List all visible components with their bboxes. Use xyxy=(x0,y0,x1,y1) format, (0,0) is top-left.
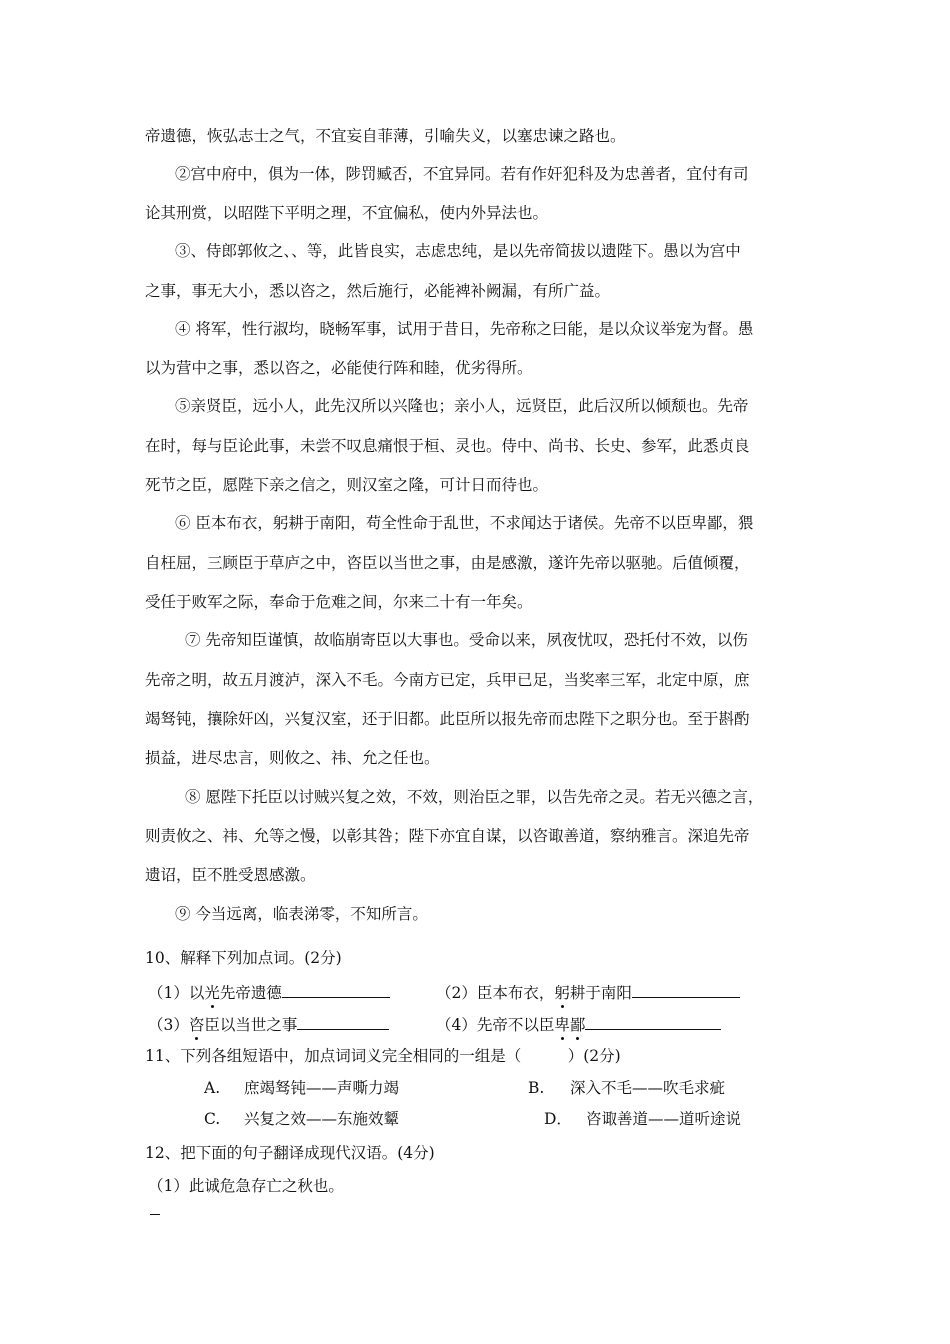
passage-line: 受任于败军之际，奉命于危难之间，尔来二十有一年矣。 xyxy=(145,593,533,611)
passage-line: ⑧ 愿陛下托臣以讨贼兴复之效，不效，则治臣之罪，以告先帝之灵。若无兴德之言， xyxy=(185,788,764,806)
passage-line: 在时，每与臣论此事，未尝不叹息痛恨于桓、灵也。侍中、尚书、长史、参军，此悉贞良 xyxy=(145,437,750,455)
answer-blank[interactable] xyxy=(297,1013,389,1030)
q10-item-2: （2）臣本布衣，躬耕于南阳 xyxy=(436,981,740,1003)
dotted-word: 鄙 xyxy=(569,1016,586,1034)
q10-item-4: （4）先帝不以臣卑鄙 xyxy=(436,1013,721,1035)
passage-line: ⑨ 今当远离，临表涕零，不知所言。 xyxy=(175,905,428,923)
passage-line: 以为营中之事，悉以咨之，必能使行阵和睦，优劣得所。 xyxy=(145,359,533,377)
dotted-word: 咨 xyxy=(188,1016,205,1034)
answer-blank[interactable] xyxy=(632,981,740,998)
passage-line: 则责攸之、祎、允等之慢，以彰其咎；陛下亦宜自谋，以咨诹善道，察纳雅言。深追先帝 xyxy=(145,827,750,845)
dotted-word: 光 xyxy=(204,984,220,1002)
q10-item-3: （3）咨臣以当世之事 xyxy=(148,1013,389,1035)
question-10-title: 10、解释下列加点词。(2分) xyxy=(145,949,342,967)
q11-option-d[interactable]: D． 咨诹善道——道听途说 xyxy=(544,1110,742,1128)
question-12-title: 12、把下面的句子翻译成现代汉语。(4分) xyxy=(145,1144,435,1162)
passage-line: 先帝之明，故五月渡泸，深入不毛。今南方已定，兵甲已足，当奖率三军，北定中原，庶 xyxy=(145,671,750,689)
q11-option-b[interactable]: B. 深入不毛——吹毛求疵 xyxy=(528,1079,726,1097)
q10-item-1: （1）以光先帝遗德 xyxy=(148,981,390,1003)
passage-line: ⑥ 臣本布衣，躬耕于南阳，苟全性命于乱世，不求闻达于诸侯。先帝不以臣卑鄙，猥 xyxy=(175,514,754,532)
dotted-word: 卑 xyxy=(554,1016,570,1034)
dotted-word: 躬 xyxy=(554,984,570,1002)
passage-line: 竭驽钝，攘除奸凶，兴复汉室，还于旧都。此臣所以报先帝而忠陛下之职分也。至于斟酌 xyxy=(145,710,750,728)
passage-line: ④ 将军，性行淑均，晓畅军事，试用于昔日，先帝称之曰能，是以众议举宠为督。愚 xyxy=(175,320,754,338)
passage-line: 死节之臣，愿陛下亲之信之，则汉室之隆，可计日而待也。 xyxy=(145,476,549,494)
answer-blank[interactable] xyxy=(282,981,390,998)
passage-line: 损益，进尽忠言，则攸之、祎、允之任也。 xyxy=(145,749,440,767)
passage-line: ③、侍郎郭攸之、、等，此皆良实，志虑忠纯，是以先帝简拔以遗陛下。愚以为宫中 xyxy=(175,242,741,260)
text-cursor xyxy=(150,1214,160,1215)
q12-item-1: （1）此诚危急存亡之秋也。 xyxy=(148,1177,344,1195)
passage-line: 帝遗德，恢弘志士之气，不宜妄自菲薄，引喻失义，以塞忠谏之路也。 xyxy=(145,127,626,145)
passage-line: ②宫中府中，俱为一体，陟罚臧否，不宜异同。若有作奸犯科及为忠善者，宜付有司 xyxy=(175,165,749,183)
passage-line: 之事，事无大小，悉以咨之，然后施行，必能裨补阙漏，有所广益。 xyxy=(145,282,611,300)
q11-option-c[interactable]: C. 兴复之效——东施效颦 xyxy=(204,1110,400,1128)
q11-option-a[interactable]: A. 庶竭驽钝——声嘶力竭 xyxy=(204,1079,400,1097)
question-11-title: 11、下列各组短语中，加点词词义完全相同的一组是（ ）(2分) xyxy=(145,1047,621,1065)
passage-line: 自枉屈，三顾臣于草庐之中，咨臣以当世之事，由是感激，遂许先帝以驱驰。后值倾覆， xyxy=(145,554,750,572)
passage-line: ⑤亲贤臣，远小人，此先汉所以兴隆也；亲小人，远贤臣，此后汉所以倾颓也。先帝 xyxy=(175,397,749,415)
passage-line: 论其刑赏，以昭陛下平明之理，不宜偏私，使内外异法也。 xyxy=(145,204,549,222)
answer-blank[interactable] xyxy=(585,1013,721,1030)
passage-line: ⑦ 先帝知臣谨慎，故临崩寄臣以大事也。受命以来，夙夜忧叹，恐托付不效，以伤 xyxy=(185,631,748,649)
passage-line: 遗诏，臣不胜受恩感激。 xyxy=(145,866,316,884)
